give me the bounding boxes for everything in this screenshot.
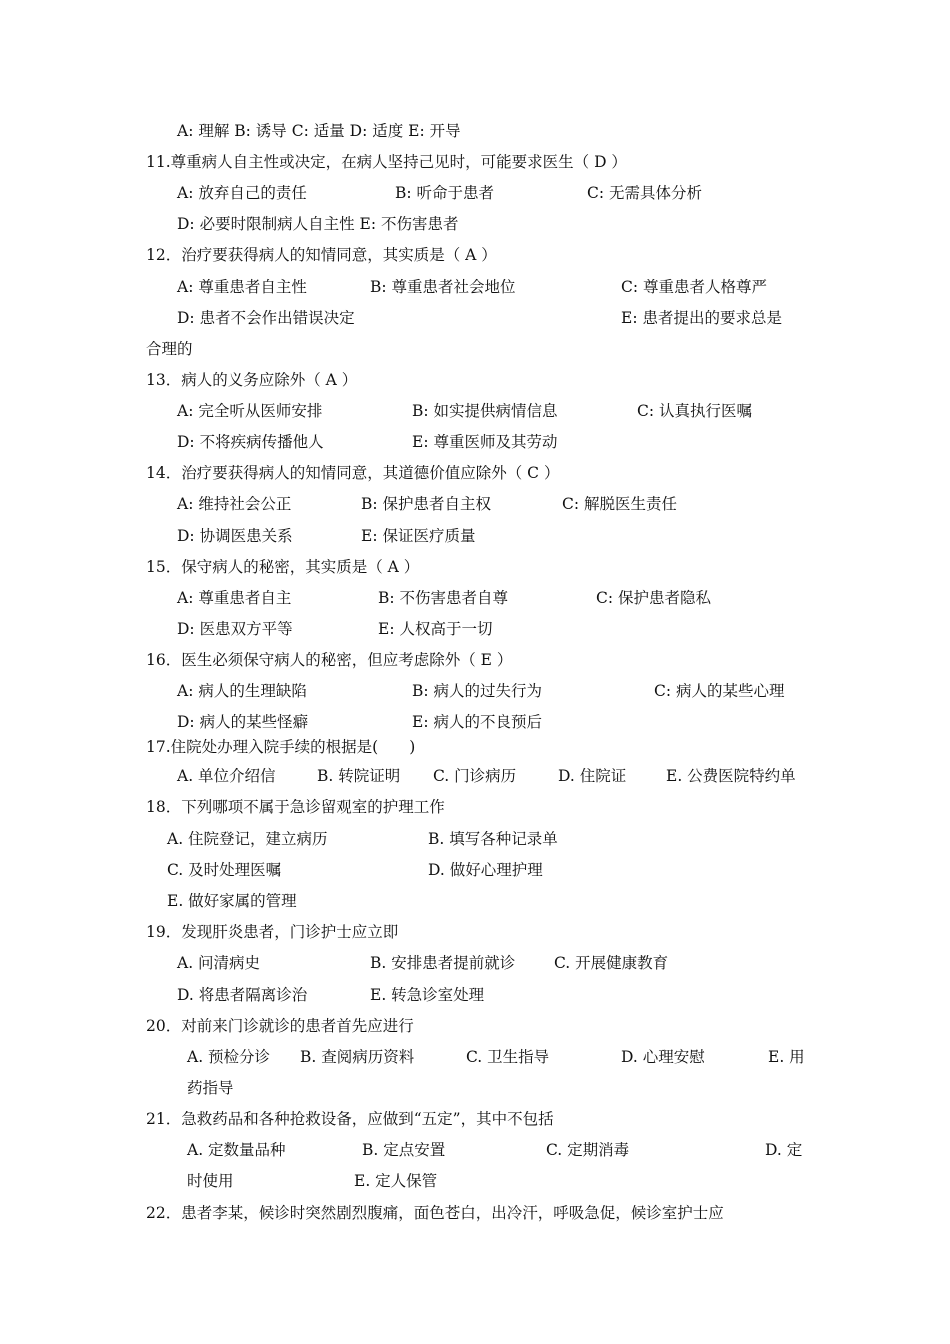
q16-option-c: C: 病人的某些心理 [654,682,785,700]
q18-option-b: B. 填写各种记录单 [428,830,558,848]
q16-option-b: B: 病人的过失行为 [412,682,543,700]
q19-option-a: A. 问清病史 [177,954,261,972]
q14-option-c: C: 解脱医生责任 [562,495,678,513]
q22-stem: 22．患者李某，候诊时突然剧烈腹痛，面色苍白，出冷汗，呼吸急促，候诊室护士应 [146,1204,724,1222]
q15-stem: 15．保守病人的秘密，其实质是（ A ） [146,558,420,576]
q21-option-d-wrap: 时使用 [187,1172,234,1190]
q21-option-b: B. 定点安置 [362,1141,446,1159]
q12-option-e-wrap: 合理的 [146,340,193,358]
q11-option-b: B: 听命于患者 [395,184,495,202]
q13-option-d: D: 不将疾病传播他人 [177,433,324,451]
q17-option-c: C. 门诊病历 [433,767,517,785]
q18-option-e: E. 做好家属的管理 [167,892,297,910]
q20-option-e-wrap: 药指导 [187,1079,234,1097]
q13-option-c: C: 认真执行医嘱 [637,402,753,420]
q21-option-c: C. 定期消毒 [546,1141,630,1159]
q20-stem: 20．对前来门诊就诊的患者首先应进行 [146,1017,414,1035]
q15-option-a: A: 尊重患者自主 [177,589,292,607]
q12-stem: 12．治疗要获得病人的知情同意，其实质是（ A ） [146,246,497,264]
q21-option-e: E. 定人保管 [354,1172,438,1190]
q15-option-e: E: 人权高于一切 [378,620,493,638]
q18-stem: 18．下列哪项不属于急诊留观室的护理工作 [146,798,445,816]
q17-option-b: B. 转院证明 [317,767,401,785]
q17-option-d: D. 住院证 [558,767,627,785]
q14-option-b: B: 保护患者自主权 [361,495,492,513]
q15-option-c: C: 保护患者隐私 [596,589,712,607]
q16-stem: 16．医生必须保守病人的秘密，但应考虑除外（ E ） [146,651,513,669]
q19-option-c: C. 开展健康教育 [554,954,669,972]
q19-option-d: D. 将患者隔离诊治 [177,986,308,1004]
q20-option-c: C. 卫生指导 [466,1048,550,1066]
q12-option-d: D: 患者不会作出错误决定 [177,309,355,327]
q14-stem: 14．治疗要获得病人的知情同意，其道德价值应除外（ C ） [146,464,560,482]
q19-stem: 19．发现肝炎患者，门诊护士应立即 [146,923,399,941]
q18-option-d: D. 做好心理护理 [428,861,543,879]
q15-option-b: B: 不伤害患者自尊 [378,589,509,607]
q11-stem: 11.尊重病人自主性或决定，在病人坚持己见时，可能要求医生（ D ） [146,153,627,171]
q18-option-a: A. 住院登记，建立病历 [167,830,328,848]
q10-options: A: 理解 B: 诱导 C: 适量 D: 适度 E: 开导 [177,122,461,140]
q12-option-a: A: 尊重患者自主性 [177,278,307,296]
q16-option-a: A: 病人的生理缺陷 [177,682,307,700]
q12-option-c: C: 尊重患者人格尊严 [621,278,768,296]
q11-option-de: D: 必要时限制病人自主性 E: 不伤害患者 [177,215,459,233]
q14-option-e: E: 保证医疗质量 [361,527,476,545]
q19-option-e: E. 转急诊室处理 [370,986,485,1004]
q20-option-a: A. 预检分诊 [187,1048,271,1066]
q14-option-d: D: 协调医患关系 [177,527,293,545]
q21-stem: 21．急救药品和各种抢救设备，应做到“五定”，其中不包括 [146,1110,554,1128]
q13-option-b: B: 如实提供病情信息 [412,402,558,420]
q13-stem: 13．病人的义务应除外（ A ） [146,371,358,389]
q12-option-e: E: 患者提出的要求总是 [621,309,782,327]
q11-option-a: A: 放弃自己的责任 [177,184,307,202]
q13-option-e: E: 尊重医师及其劳动 [412,433,558,451]
q21-option-d: D. 定 [765,1141,803,1159]
q18-option-c: C. 及时处理医嘱 [167,861,282,879]
q21-option-a: A. 定数量品种 [187,1141,286,1159]
q12-option-b: B: 尊重患者社会地位 [370,278,516,296]
q11-option-c: C: 无需具体分析 [587,184,703,202]
q20-option-d: D. 心理安慰 [621,1048,705,1066]
q17-option-e: E. 公费医院特约单 [666,767,796,785]
q15-option-d: D: 医患双方平等 [177,620,293,638]
q17-stem: 17.住院处办理入院手续的根据是( ) [146,738,416,756]
q16-option-d: D: 病人的某些怪癖 [177,713,309,731]
q16-option-e: E: 病人的不良预后 [412,713,542,731]
q20-option-e: E. 用 [768,1048,805,1066]
q17-option-a: A. 单位介绍信 [177,767,276,785]
q20-option-b: B. 查阅病历资料 [300,1048,415,1066]
q19-option-b: B. 安排患者提前就诊 [370,954,516,972]
q14-option-a: A: 维持社会公正 [177,495,292,513]
q13-option-a: A: 完全听从医师安排 [177,402,323,420]
